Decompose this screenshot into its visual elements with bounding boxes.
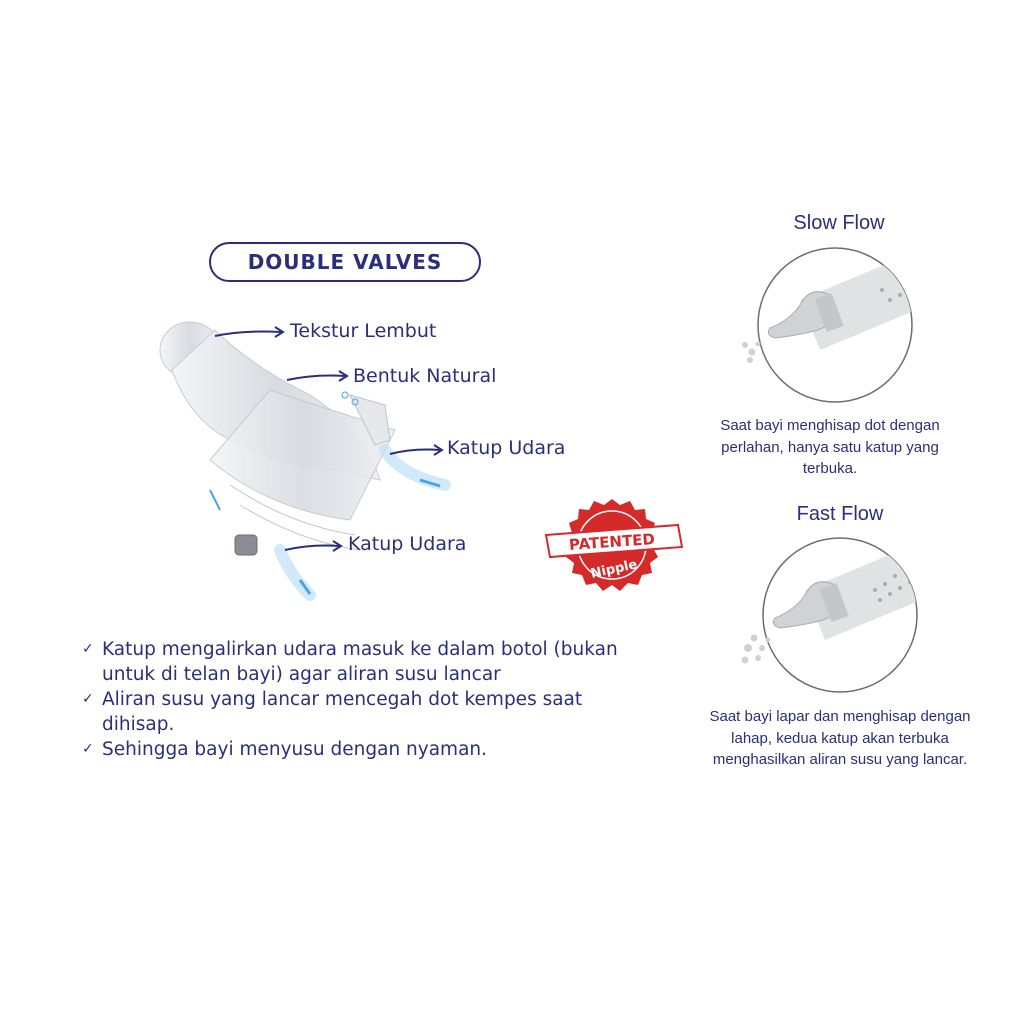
fast-flow-description: Saat bayi lapar dan menghisap dengan lahap, kedua katup akan terbuka menghasilkan aliran susu yang lancar.	[709, 708, 971, 768]
arrow-right-icon	[283, 536, 345, 556]
check-icon: ✓	[82, 741, 94, 757]
title-text: DOUBLE VALVES	[247, 250, 443, 274]
label-tekstur-lembut: Tekstur Lembut	[290, 320, 437, 342]
slow-flow-illustration	[740, 240, 930, 410]
label-katup-udara-1: Katup Udara	[447, 437, 566, 459]
double-valves-title	[209, 242, 481, 282]
arrow-right-icon	[213, 322, 288, 342]
nipple-illustration	[150, 310, 470, 610]
arrow-right-icon	[285, 366, 351, 386]
patented-badge	[540, 495, 685, 600]
badge-line1: PATENTED	[568, 530, 656, 554]
list-item	[82, 737, 642, 762]
feature-list	[82, 637, 642, 762]
fast-flow-illustration	[740, 530, 930, 700]
bullet-text-3: Sehingga bayi menyusu dengan nyaman.	[102, 739, 488, 760]
arrow-right-icon	[388, 440, 446, 460]
bullet-text-1: Katup mengalirkan udara masuk ke dalam botol (bukan untuk di telan bayi) agar aliran susu lancar	[102, 639, 618, 685]
fast-flow-title: Fast Flow	[796, 503, 884, 525]
list-item	[82, 637, 642, 687]
check-icon: ✓	[82, 641, 94, 657]
badge-line2: Nipple	[589, 557, 639, 582]
label-bentuk-natural: Bentuk Natural	[353, 365, 497, 387]
slow-flow-title: Slow Flow	[793, 212, 885, 234]
slow-flow-description: Saat bayi menghisap dot dengan perlahan, hanya satu katup yang terbuka.	[720, 417, 940, 477]
label-katup-udara-2: Katup Udara	[348, 533, 467, 555]
check-icon: ✓	[82, 691, 94, 707]
list-item	[82, 687, 642, 737]
bullet-text-2: Aliran susu yang lancar mencegah dot kempes saat dihisap.	[102, 689, 583, 735]
